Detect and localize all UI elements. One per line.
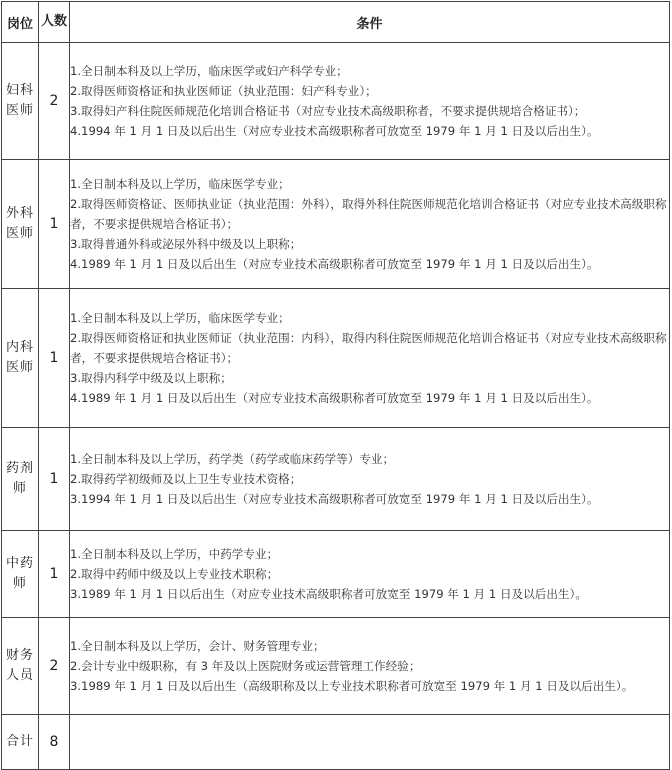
table-row (2, 618, 670, 715)
position-name: 合计 (2, 715, 39, 770)
headcount: 8 (39, 715, 70, 770)
header-conditions: 条件 (70, 2, 670, 43)
position-name: 内科医师 (2, 289, 39, 428)
conditions-cell (70, 531, 670, 618)
position-name: 中药师 (2, 531, 39, 618)
table-row (2, 428, 670, 531)
conditions-cell (70, 160, 670, 289)
conditions-cell (70, 289, 670, 428)
condition-item: 2.会计专业中级职称，有 3 年及以上医院财务或运营管理工作经验； (70, 659, 421, 673)
headcount: 1 (39, 428, 70, 531)
condition-item: 4.1989 年 1 月 1 日及以后出生（对应专业技术高级职称者可放宽至 1979 年 1 月 1 日及以后出生）。 (70, 391, 599, 405)
header-count: 人数 (39, 2, 70, 43)
condition-item: 3.1989 年 1 月 1 日及以后出生（高级职称及以上专业技术职称者可放宽至 1979 年 1 月 1 日及以后出生）。 (70, 679, 634, 693)
table-row (2, 715, 670, 770)
conditions-cell (70, 43, 670, 160)
table-row (2, 160, 670, 289)
condition-item: 2.取得药学初级师及以上卫生专业技术资格； (70, 472, 302, 486)
table-row (2, 531, 670, 618)
header-position: 岗位 (2, 2, 39, 43)
condition-item: 2.取得医师资格证、医师执业证（执业范围：外科），取得外科住院医师规范化培训合格证书（对应专业技术高级职称者，不要求提供规培合格证书）； (70, 197, 667, 231)
recruitment-table (1, 1, 670, 770)
condition-item: 1.全日制本科及以上学历，会计、财务管理专业； (70, 639, 325, 653)
condition-item: 1.全日制本科及以上学历，中药学专业； (70, 547, 279, 561)
condition-item: 2.取得医师资格证和执业医师证（执业范围：内科），取得内科住院医师规范化培训合格证书（对应专业技术高级职称者，不要求提供规培合格证书）； (70, 331, 667, 365)
condition-item: 3.1989 年 1 月 1 日以后出生（对应专业技术高级职称者可放宽至 1979 年 1 月 1 日及以后出生）。 (70, 587, 587, 601)
condition-item: 3.1994 年 1 月 1 日及以后出生（对应专业技术高级职称者可放宽至 1979 年 1 月 1 日及以后出生）。 (70, 492, 599, 506)
condition-item: 1.全日制本科及以上学历，临床医学专业； (70, 177, 290, 191)
condition-item: 4.1994 年 1 月 1 日及以后出生（对应专业技术高级职称者可放宽至 1979 年 1 月 1 日及以后出生）。 (70, 124, 599, 138)
condition-item: 1.全日制本科及以上学历，药学类（药学或临床药学等）专业； (70, 452, 395, 466)
table-header-row (2, 2, 670, 43)
position-name: 药剂师 (2, 428, 39, 531)
condition-item: 4.1989 年 1 月 1 日及以后出生（对应专业技术高级职称者可放宽至 1979 年 1 月 1 日及以后出生）。 (70, 257, 599, 271)
headcount: 1 (39, 531, 70, 618)
table-row (2, 43, 670, 160)
condition-item: 3.取得妇产科住院医师规范化培训合格证书（对应专业技术高级职称者，不要求提供规培合格证书）； (70, 104, 586, 118)
condition-item: 3.取得普通外科或泌尿外科中级及以上职称； (70, 237, 302, 251)
table-row (2, 289, 670, 428)
headcount: 2 (39, 618, 70, 715)
position-name: 财务人员 (2, 618, 39, 715)
headcount: 1 (39, 289, 70, 428)
condition-item: 3.取得内科学中级及以上职称； (70, 371, 232, 385)
headcount: 1 (39, 160, 70, 289)
condition-item: 2.取得医师资格证和执业医师证（执业范围：妇产科专业）； (70, 84, 377, 98)
condition-item: 1.全日制本科及以上学历，临床医学专业； (70, 311, 290, 325)
condition-item: 1.全日制本科及以上学历，临床医学或妇产科学专业； (70, 64, 348, 78)
conditions-cell (70, 618, 670, 715)
position-name: 妇科医师 (2, 43, 39, 160)
headcount: 2 (39, 43, 70, 160)
condition-item: 2.取得中药师中级及以上专业技术职称； (70, 567, 279, 581)
position-name: 外科医师 (2, 160, 39, 289)
conditions-cell (70, 428, 670, 531)
conditions-cell (70, 715, 670, 770)
